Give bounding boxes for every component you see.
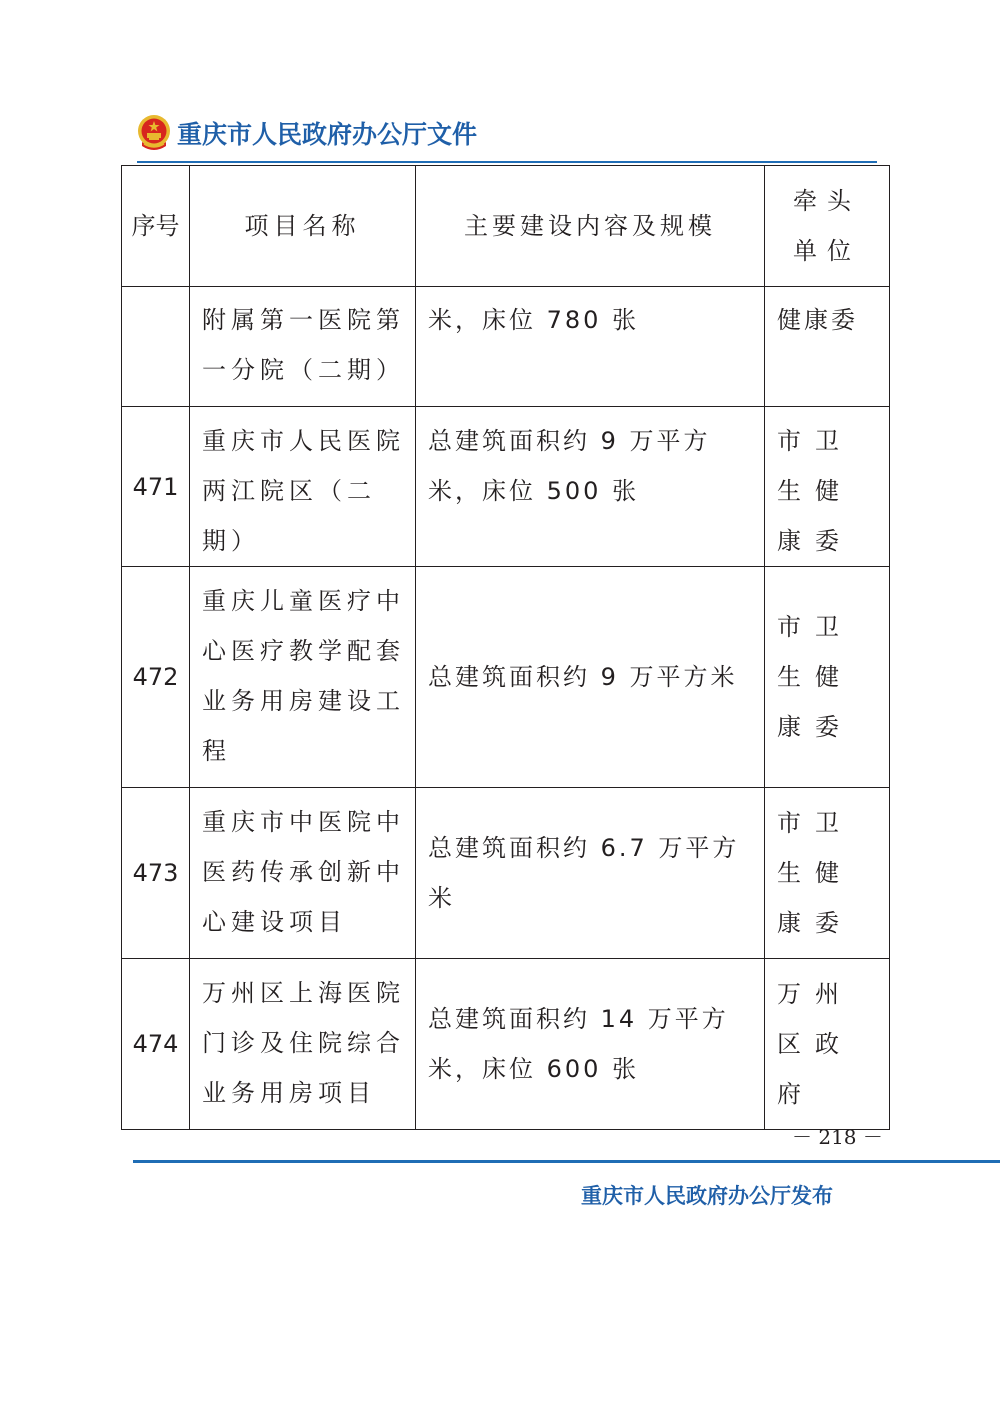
- header-rule: [137, 161, 877, 163]
- table-row: [122, 407, 890, 567]
- footer-rule: [133, 1160, 1000, 1163]
- row-name: 附属第一医院第一分院（二期）: [190, 287, 416, 407]
- row-unit: 市卫生健康委: [765, 567, 890, 788]
- table-row: [122, 959, 890, 1130]
- table-header-row: [122, 166, 890, 287]
- table-row: [122, 788, 890, 959]
- row-name: 重庆市中医院中医药传承创新中心建设项目: [190, 788, 416, 959]
- row-unit: 万州区政府: [765, 959, 890, 1130]
- row-content: 总建筑面积约 14 万平方米，床位 600 张: [416, 959, 765, 1130]
- row-unit: 健康委: [765, 287, 890, 407]
- row-content: 总建筑面积约 9 万平方米，床位 500 张: [416, 407, 765, 567]
- national-emblem-icon: [137, 114, 171, 152]
- header-name: 项目名称: [190, 166, 416, 287]
- row-unit: 市卫生健康委: [765, 788, 890, 959]
- header-unit: 牵头单位: [765, 166, 890, 287]
- document-header: [137, 112, 477, 154]
- table-row: [122, 567, 890, 788]
- row-name: 重庆儿童医疗中心医疗教学配套业务用房建设工程: [190, 567, 416, 788]
- row-seq: 473: [122, 788, 190, 959]
- project-table: [121, 165, 890, 1130]
- page-number: － 218 －: [792, 1125, 883, 1149]
- row-content: 米，床位 780 张: [416, 287, 765, 407]
- row-content: 总建筑面积约 9 万平方米: [416, 567, 765, 788]
- row-seq: 474: [122, 959, 190, 1130]
- row-content: 总建筑面积约 6.7 万平方米: [416, 788, 765, 959]
- header-content: 主要建设内容及规模: [416, 166, 765, 287]
- row-name: 重庆市人民医院两江院区（二期）: [190, 407, 416, 567]
- row-seq: [122, 287, 190, 407]
- document-title: 重庆市人民政府办公厅文件: [177, 120, 478, 149]
- table-row: [122, 287, 890, 407]
- footer-publisher: 重庆市人民政府办公厅发布: [581, 1183, 833, 1208]
- header-seq: 序号: [122, 166, 190, 287]
- row-seq: 472: [122, 567, 190, 788]
- row-name: 万州区上海医院门诊及住院综合业务用房项目: [190, 959, 416, 1130]
- row-seq: 471: [122, 407, 190, 567]
- row-unit: 市卫生健康委: [765, 407, 890, 567]
